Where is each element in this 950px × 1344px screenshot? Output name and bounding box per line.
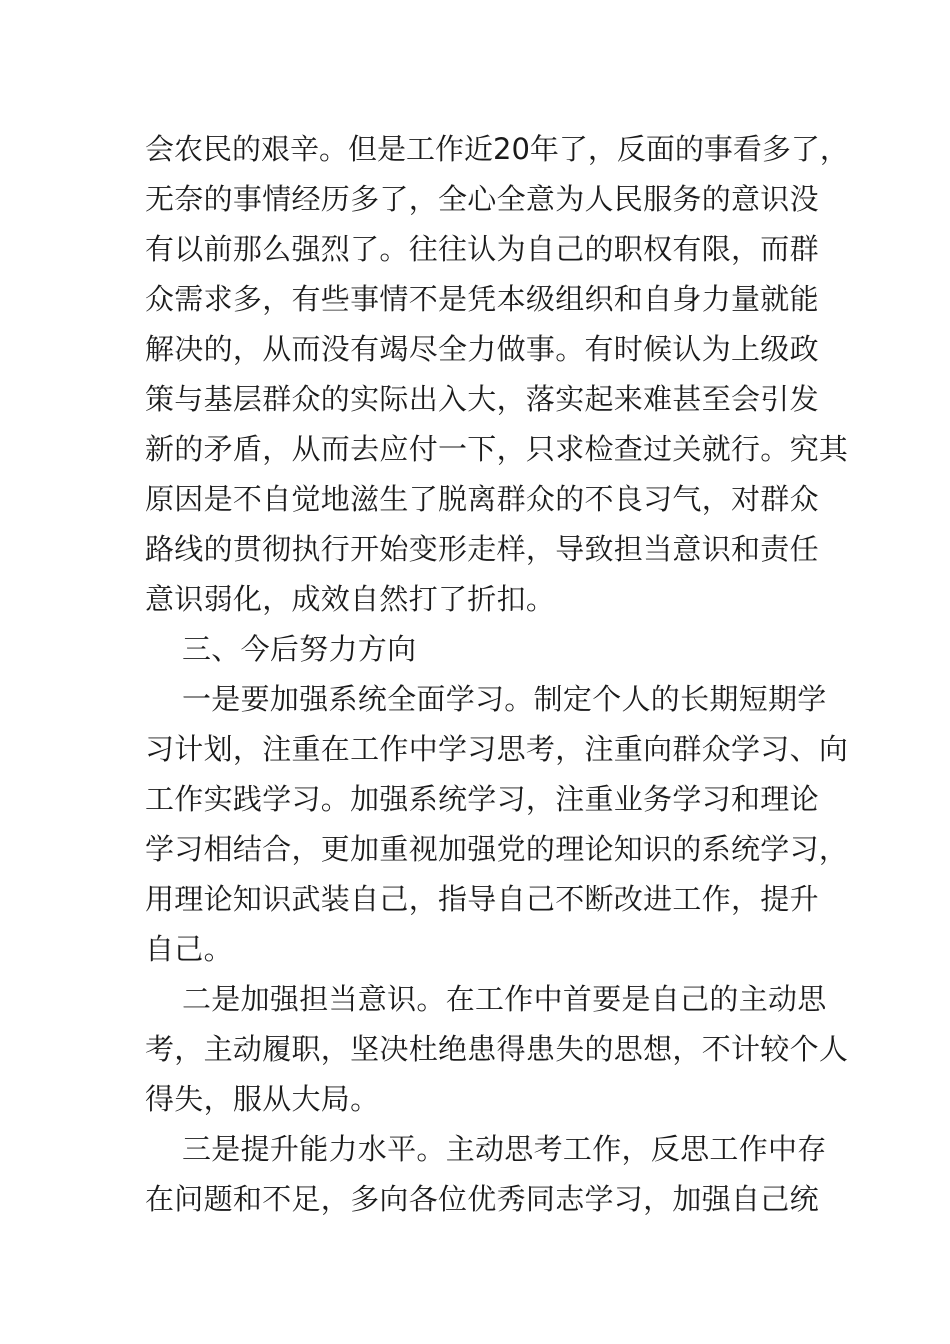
- body-line: 工作实践学习。加强系统学习，注重业务学习和理论: [145, 782, 819, 816]
- body-line: 会农民的艰辛。但是工作近20年了，反面的事看多了，: [145, 132, 849, 166]
- section-heading: 三、今后努力方向: [182, 632, 417, 666]
- body-line: 无奈的事情经历多了，全心全意为人民服务的意识没: [145, 182, 819, 216]
- paragraph-start-line: 二是加强担当意识。在工作中首要是自己的主动思: [182, 982, 827, 1016]
- body-line: 意识弱化，成效自然打了折扣。: [145, 582, 556, 616]
- body-line: 策与基层群众的实际出入大，落实起来难甚至会引发: [145, 382, 819, 416]
- body-line: 习计划，注重在工作中学习思考，注重向群众学习、向: [145, 732, 849, 766]
- body-line: 解决的，从而没有竭尽全力做事。有时候认为上级政: [145, 332, 819, 366]
- paragraph-start-line: 三是提升能力水平。主动思考工作，反思工作中存: [182, 1132, 827, 1166]
- paragraph-start-line: 一是要加强系统全面学习。制定个人的长期短期学: [182, 682, 827, 716]
- body-line: 得失，服从大局。: [145, 1082, 380, 1116]
- body-line: 学习相结合，更加重视加强党的理论知识的系统学习，: [145, 832, 849, 866]
- body-line: 考，主动履职，坚决杜绝患得患失的思想，不计较个人: [145, 1032, 849, 1066]
- body-line: 自己。: [145, 932, 233, 966]
- body-line: 在问题和不足，多向各位优秀同志学习，加强自己统: [145, 1182, 819, 1216]
- document-body: [145, 124, 849, 1224]
- body-line: 路线的贯彻执行开始变形走样，导致担当意识和责任: [145, 532, 819, 566]
- body-line: 众需求多，有些事情不是凭本级组织和自身力量就能: [145, 282, 819, 316]
- body-line: 用理论知识武装自己，指导自己不断改进工作，提升: [145, 882, 819, 916]
- body-line: 新的矛盾，从而去应付一下，只求检查过关就行。究其: [145, 432, 849, 466]
- body-line: 有以前那么强烈了。往往认为自己的职权有限，而群: [145, 232, 819, 266]
- body-line: 原因是不自觉地滋生了脱离群众的不良习气，对群众: [145, 482, 819, 516]
